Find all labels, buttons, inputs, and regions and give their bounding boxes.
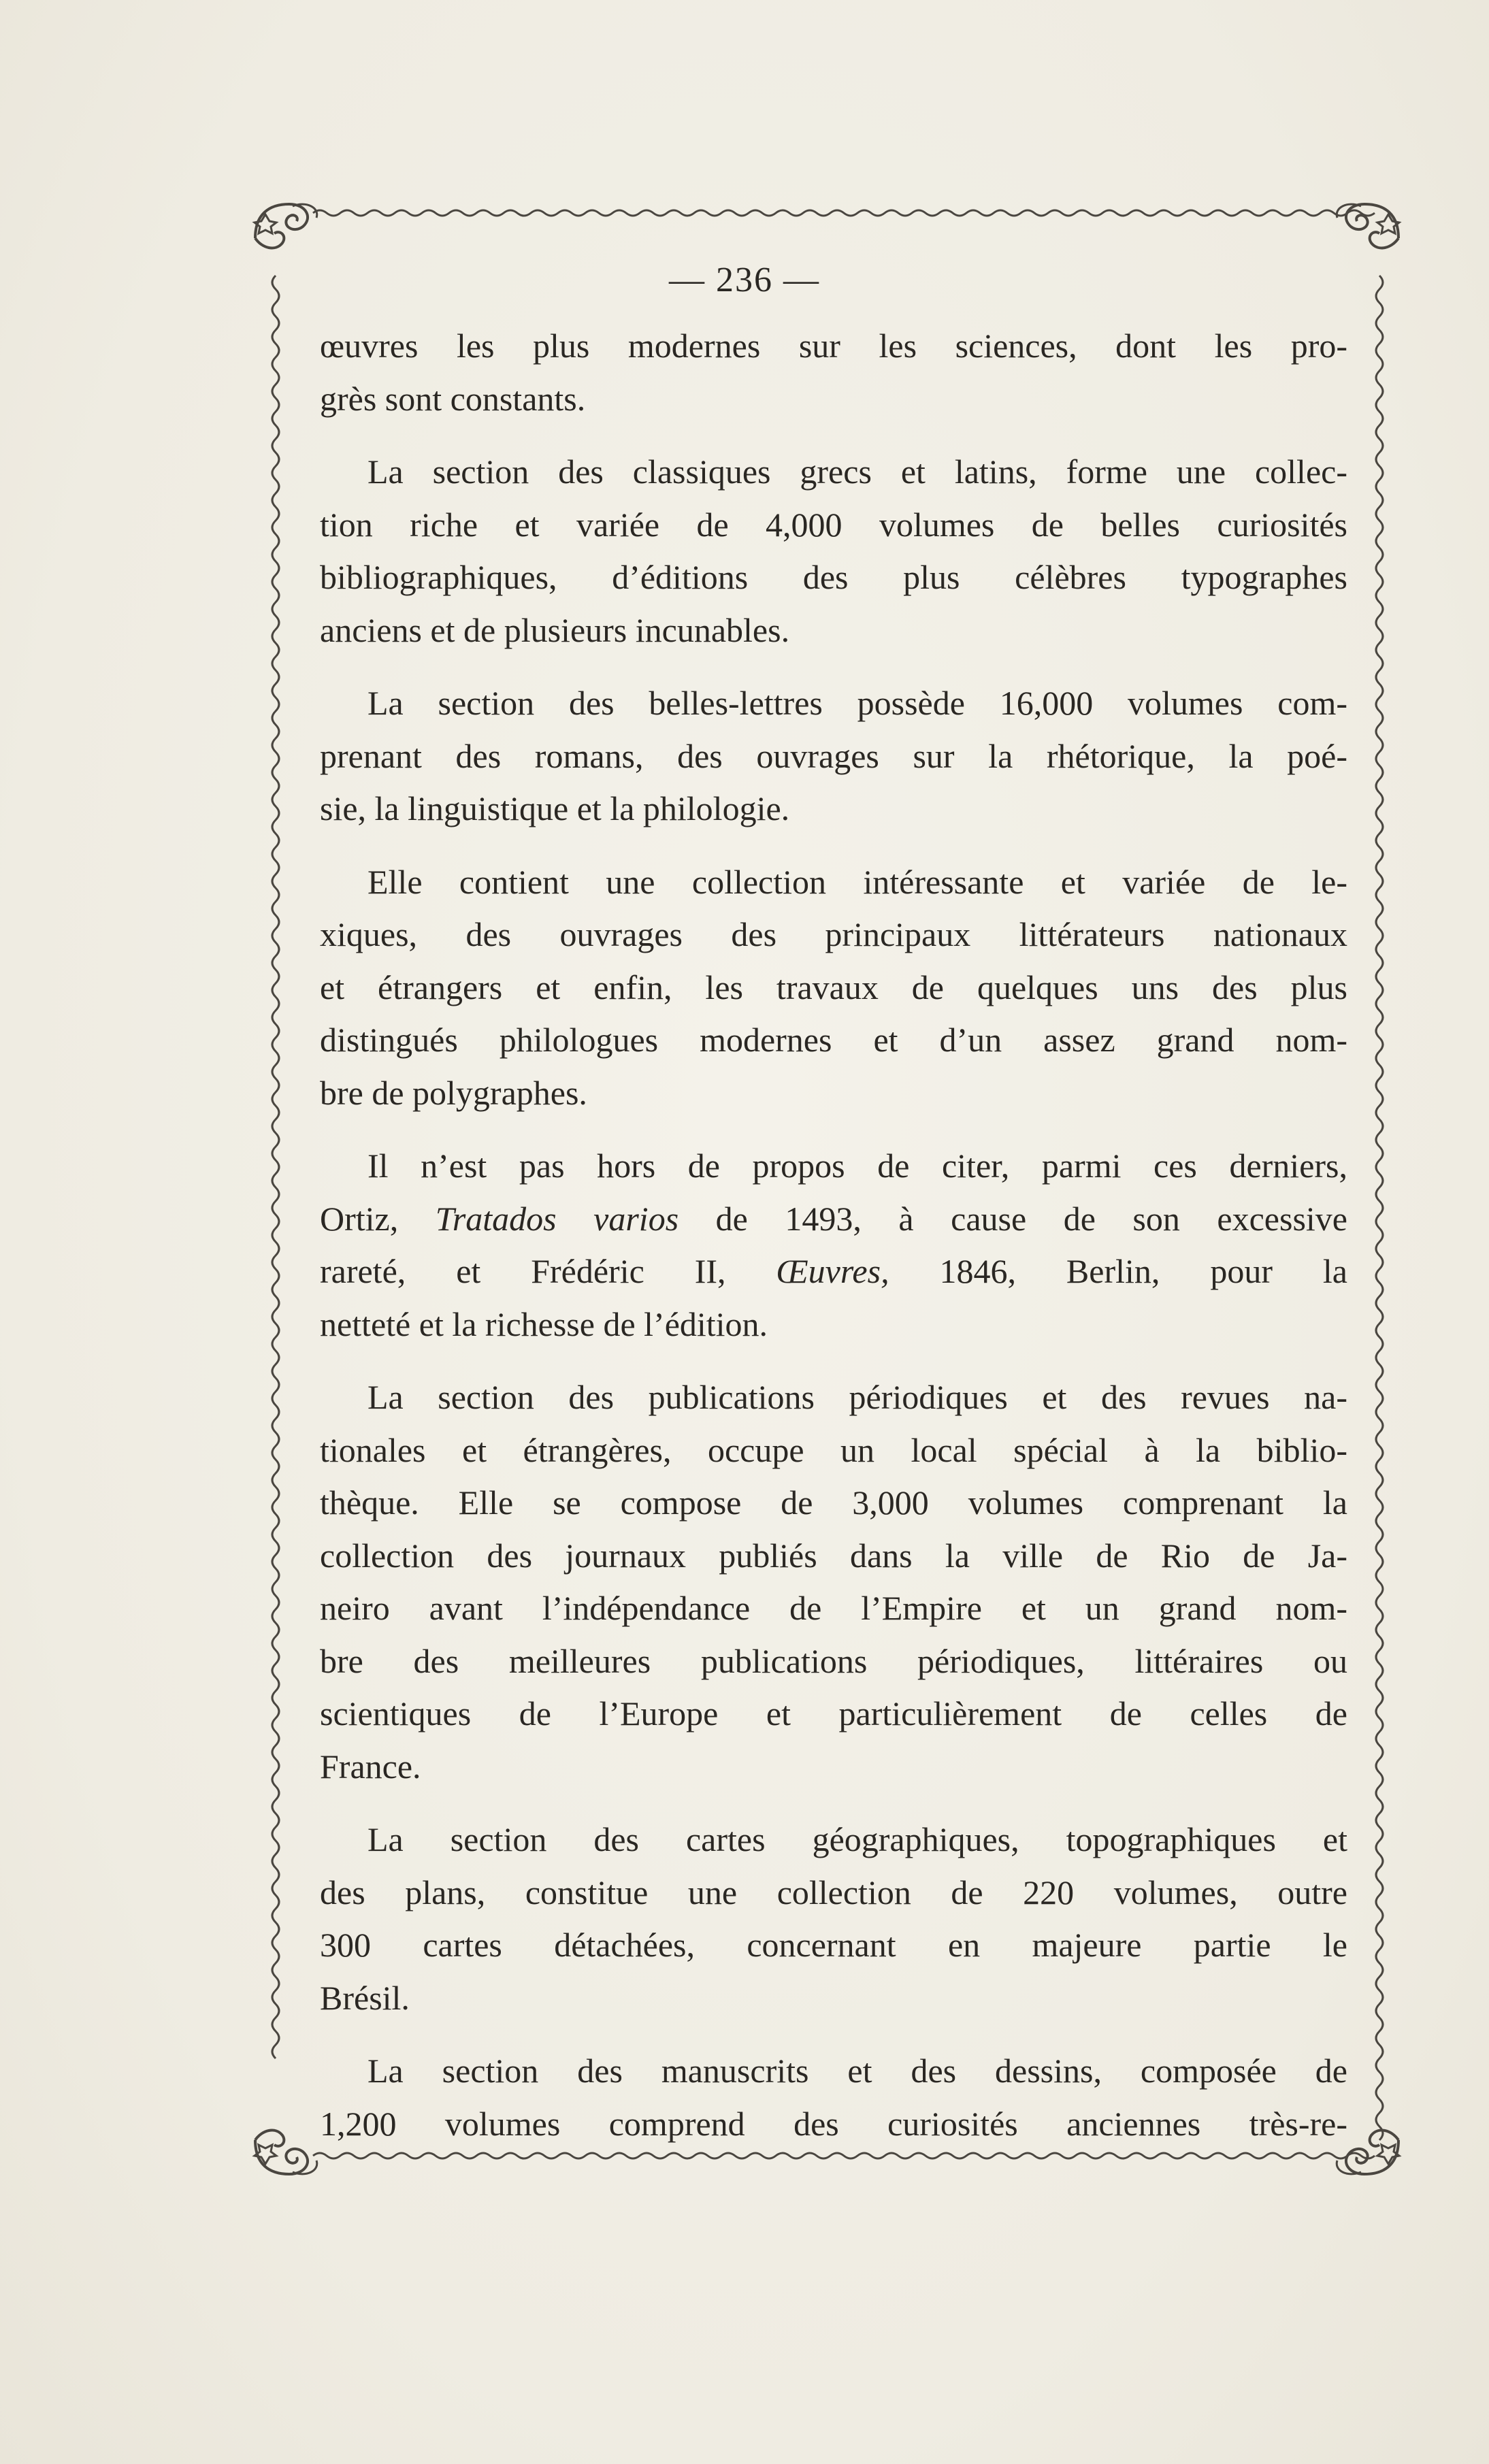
text-line: bre des meilleures publications périodiques, littéraires ou bbox=[320, 1641, 1347, 1680]
corner-ornament-top-left bbox=[255, 204, 317, 248]
text-line: œuvres les plus modernes sur les sciences, dont les pro- bbox=[320, 327, 1347, 365]
text-segment: 1846, Berlin, pour la bbox=[889, 1252, 1347, 1290]
paragraph-8 bbox=[320, 2045, 1347, 2150]
text-line: 1,200 volumes comprend des curiosités anciennes très-re- bbox=[320, 2104, 1347, 2143]
text-line: sie, la linguistique et la philologie. bbox=[320, 789, 790, 827]
text-line: neiro avant l’indépendance de l’Empire et un grand nom- bbox=[320, 1589, 1347, 1627]
text-line bbox=[320, 1245, 1347, 1298]
text-line: prenant des romans, des ouvrages sur la rhétorique, la poé- bbox=[320, 736, 1347, 775]
text-line bbox=[320, 1193, 1347, 1246]
text-line: tion riche et variée de 4,000 volumes de belles curiosités bbox=[320, 505, 1347, 544]
text-line: xiques, des ouvrages des principaux littérateurs nationaux bbox=[320, 915, 1347, 953]
text-line: France. bbox=[320, 1747, 421, 1786]
left-border-line bbox=[272, 276, 279, 2058]
paragraph-5 bbox=[320, 1140, 1347, 1351]
text-line: 300 cartes détachées, concernant en majeure partie le bbox=[320, 1926, 1347, 1964]
italic-title: Œuvres, bbox=[776, 1252, 889, 1290]
text-line: bibliographiques, d’éditions des plus célèbres typographes bbox=[320, 558, 1347, 596]
paragraph-7 bbox=[320, 1813, 1347, 2024]
text-line: La section des manuscrits et des dessins, composée de bbox=[367, 2052, 1347, 2090]
page-number: — 236 — bbox=[669, 261, 820, 299]
text-line: La section des cartes géographiques, topographiques et bbox=[367, 1820, 1347, 1858]
paragraph-1 bbox=[320, 320, 1347, 425]
text-line: La section des belles-lettres possède 16,000 volumes com- bbox=[367, 684, 1347, 722]
text-line: des plans, constitue une collection de 220 volumes, outre bbox=[320, 1873, 1347, 1911]
text-line: Il n’est pas hors de propos de citer, parmi ces derniers, bbox=[367, 1147, 1347, 1185]
text-line: La section des publications périodiques et des revues na- bbox=[367, 1378, 1347, 1416]
paragraph-3 bbox=[320, 677, 1347, 836]
text-line: La section des classiques grecs et latins, forme une collec- bbox=[367, 453, 1347, 491]
right-border-line bbox=[1376, 276, 1383, 2140]
text-line: distingués philologues modernes et d’un assez grand nom- bbox=[320, 1021, 1347, 1059]
italic-title: Tratados varios bbox=[435, 1199, 679, 1238]
text-line: collection des journaux publiés dans la ville de Rio de Ja- bbox=[320, 1536, 1347, 1575]
text-line: Brésil. bbox=[320, 1978, 410, 2017]
text-line: Elle contient une collection intéressante et variée de le- bbox=[367, 862, 1347, 901]
text-line: tionales et étrangères, occupe un local spécial à la biblio- bbox=[320, 1430, 1347, 1469]
corner-ornament-top-right bbox=[1337, 204, 1399, 248]
paragraph-2 bbox=[320, 446, 1347, 657]
text-line: anciens et de plusieurs incunables. bbox=[320, 610, 790, 649]
text-line: scientiques de l’Europe et particulièrement de celles de bbox=[320, 1694, 1347, 1732]
text-line: et étrangers et enfin, les travaux de quelques uns des plus bbox=[320, 968, 1347, 1006]
top-border-line bbox=[313, 210, 1375, 216]
corner-ornament-bottom-left bbox=[255, 2131, 317, 2174]
text-segment: de 1493, à cause de son excessive bbox=[678, 1199, 1347, 1238]
paragraph-4 bbox=[320, 856, 1347, 1120]
text-line: thèque. Elle se compose de 3,000 volumes comprenant la bbox=[320, 1483, 1347, 1522]
body-text bbox=[320, 320, 1347, 2171]
text-segment: Ortiz, bbox=[320, 1199, 436, 1238]
text-line: grès sont constants. bbox=[320, 379, 586, 418]
text-line: bre de polygraphes. bbox=[320, 1073, 587, 1112]
text-line: netteté et la richesse de l’édition. bbox=[320, 1304, 768, 1343]
paragraph-6 bbox=[320, 1371, 1347, 1793]
text-segment: rareté, et Frédéric II, bbox=[320, 1252, 776, 1290]
